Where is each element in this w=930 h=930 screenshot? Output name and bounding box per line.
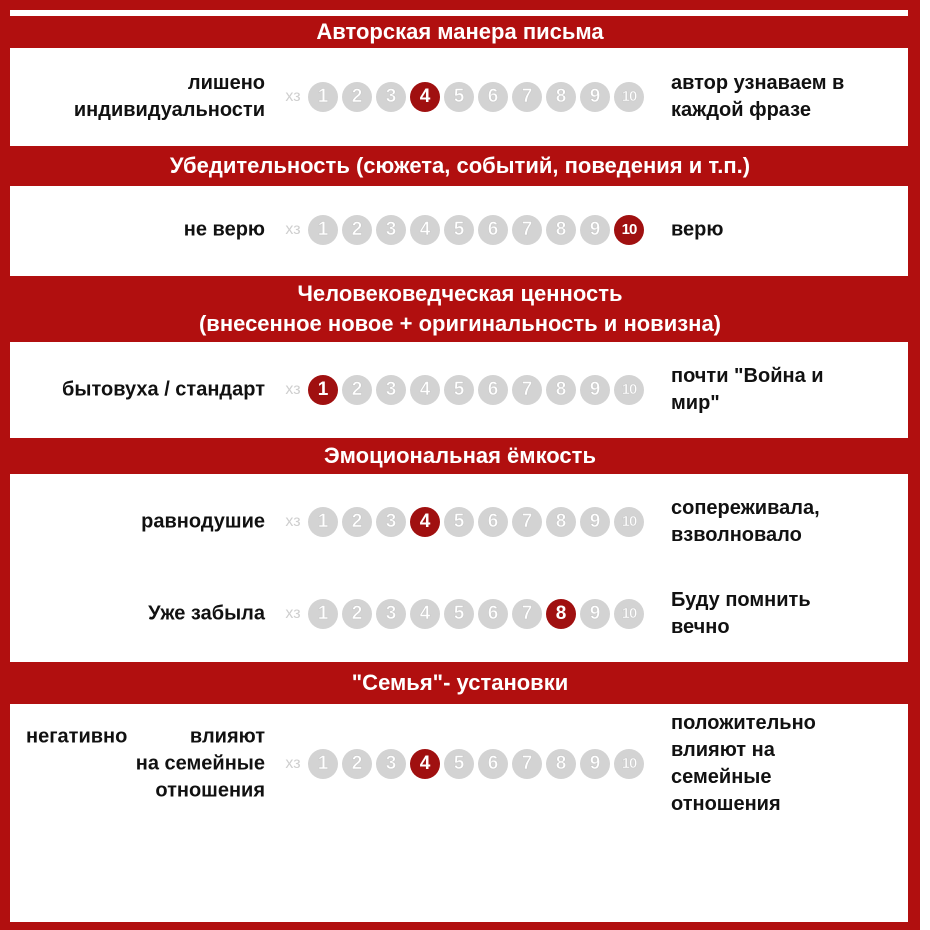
right-label-line: Буду помнить xyxy=(671,589,811,611)
rating-dot-9[interactable]: 9 xyxy=(580,749,610,779)
section-title-line: Авторская манера письма xyxy=(316,19,604,44)
rating-dot-7[interactable]: 7 xyxy=(512,507,542,537)
rating-dot-2[interactable]: 2 xyxy=(342,82,372,112)
rating-dot-9[interactable]: 9 xyxy=(580,507,610,537)
section-title-line: Эмоциональная ёмкость xyxy=(324,443,596,468)
right-label xyxy=(671,710,901,818)
rating-dot-1[interactable]: 1 xyxy=(308,599,338,629)
rating-dot-8[interactable]: 8 xyxy=(546,375,576,405)
left-label-line: бытовуха / стандарт xyxy=(62,378,265,401)
left-label-word: влияют xyxy=(189,725,265,748)
left-label-line: индивидуальности xyxy=(73,99,265,121)
left-label xyxy=(10,217,265,244)
left-label xyxy=(10,509,265,536)
rating-dot-6[interactable]: 6 xyxy=(478,507,508,537)
rating-dot-9[interactable]: 9 xyxy=(580,82,610,112)
left-label-line: Уже забыла xyxy=(148,602,265,625)
section-title-human-value xyxy=(0,276,920,342)
rating-dot-8[interactable]: 8 xyxy=(546,215,576,245)
right-label-line: отношения xyxy=(671,793,781,815)
left-label xyxy=(10,70,265,124)
rating-dot-7[interactable]: 7 xyxy=(512,82,542,112)
right-label xyxy=(671,217,901,244)
rating-dot-8[interactable]: 8 xyxy=(546,749,576,779)
rating-dot-4[interactable]: 4 xyxy=(410,375,440,405)
scale-row-human-value xyxy=(10,344,908,436)
xz-option[interactable]: хз xyxy=(285,605,301,622)
rating-dot-3[interactable]: 3 xyxy=(376,749,406,779)
right-label xyxy=(671,587,901,641)
xz-option[interactable]: хз xyxy=(285,88,301,105)
rating-dot-3[interactable]: 3 xyxy=(376,375,406,405)
section-title-line: (внесенное новое + оригинальность и новизна) xyxy=(198,311,722,336)
right-label-line: вечно xyxy=(671,616,730,638)
section-title-line: "Семья"- установки xyxy=(351,670,569,695)
scale-row-empathy xyxy=(10,476,908,568)
rating-dot-5[interactable]: 5 xyxy=(444,375,474,405)
scale-row-memorable xyxy=(10,568,908,660)
rating-dots xyxy=(308,215,644,245)
rating-dot-2[interactable]: 2 xyxy=(342,599,372,629)
rating-dot-10[interactable]: 10 xyxy=(614,599,644,629)
left-label-line: отношения xyxy=(155,779,265,802)
right-label-line: положительно xyxy=(671,712,816,734)
rating-dot-5[interactable]: 5 xyxy=(444,599,474,629)
rating-dot-4[interactable]: 4 xyxy=(410,507,440,537)
rating-dot-2[interactable]: 2 xyxy=(342,215,372,245)
right-label xyxy=(671,70,901,124)
section-title-emotional xyxy=(0,438,920,474)
rating-dot-7[interactable]: 7 xyxy=(512,375,542,405)
rating-dot-10[interactable]: 10 xyxy=(614,82,644,112)
rating-dot-4[interactable]: 4 xyxy=(410,82,440,112)
rating-dot-3[interactable]: 3 xyxy=(376,507,406,537)
rating-dot-7[interactable]: 7 xyxy=(512,215,542,245)
right-label xyxy=(671,363,901,417)
xz-option[interactable]: хз xyxy=(285,381,301,398)
left-label-line: лишено xyxy=(187,72,265,94)
section-title-line: Человековедческая ценность xyxy=(297,281,623,306)
rating-dot-2[interactable]: 2 xyxy=(342,507,372,537)
left-label-line: равнодушие xyxy=(141,510,265,533)
right-label-line: почти "Война и xyxy=(671,365,824,387)
left-label xyxy=(26,724,265,805)
left-label xyxy=(10,377,265,404)
section-title-author-style xyxy=(0,16,920,48)
section-title-credibility xyxy=(0,146,920,186)
rating-dot-1[interactable]: 1 xyxy=(308,375,338,405)
rating-dot-3[interactable]: 3 xyxy=(376,82,406,112)
rating-dots xyxy=(308,507,644,537)
right-label-line: взволновало xyxy=(671,524,802,546)
left-label-word: негативно xyxy=(26,725,128,748)
rating-dot-1[interactable]: 1 xyxy=(308,749,338,779)
right-label-line: сопереживала, xyxy=(671,497,820,519)
xz-option[interactable]: хз xyxy=(285,755,301,772)
xz-option[interactable]: хз xyxy=(285,221,301,238)
rating-dot-7[interactable]: 7 xyxy=(512,599,542,629)
rating-dots xyxy=(308,599,644,629)
rating-dot-8[interactable]: 8 xyxy=(546,82,576,112)
rating-dot-10[interactable]: 10 xyxy=(614,749,644,779)
scale-row-credibility xyxy=(10,186,908,274)
rating-dot-6[interactable]: 6 xyxy=(478,749,508,779)
left-label-line: не верю xyxy=(183,218,265,241)
section-title-line: Убедительность (сюжета, событий, поведения и т.п.) xyxy=(169,153,751,178)
right-label-line: семейные xyxy=(671,766,772,788)
rating-dots xyxy=(308,82,644,112)
rating-dot-8[interactable]: 8 xyxy=(546,507,576,537)
right-label xyxy=(671,495,901,549)
rating-dot-10[interactable]: 10 xyxy=(614,375,644,405)
rating-dot-4[interactable]: 4 xyxy=(410,599,440,629)
rating-dot-9[interactable]: 9 xyxy=(580,215,610,245)
rating-dots xyxy=(308,749,644,779)
right-label-line: каждой фразе xyxy=(671,99,811,121)
rating-dot-1[interactable]: 1 xyxy=(308,507,338,537)
rating-dot-5[interactable]: 5 xyxy=(444,507,474,537)
rating-dot-1[interactable]: 1 xyxy=(308,215,338,245)
rating-dot-10[interactable]: 10 xyxy=(614,215,644,245)
rating-dot-8[interactable]: 8 xyxy=(546,599,576,629)
rating-dot-5[interactable]: 5 xyxy=(444,749,474,779)
right-label-line: влияют на xyxy=(671,739,775,761)
left-label xyxy=(10,601,265,628)
rating-dot-5[interactable]: 5 xyxy=(444,82,474,112)
rating-dot-6[interactable]: 6 xyxy=(478,215,508,245)
rating-dot-3[interactable]: 3 xyxy=(376,599,406,629)
rating-dot-5[interactable]: 5 xyxy=(444,215,474,245)
rating-dot-9[interactable]: 9 xyxy=(580,375,610,405)
right-label-line: верю xyxy=(671,218,724,241)
rating-dot-6[interactable]: 6 xyxy=(478,82,508,112)
xz-option[interactable]: хз xyxy=(285,513,301,530)
scale-row-author-style xyxy=(10,50,908,144)
rating-dot-3[interactable]: 3 xyxy=(376,215,406,245)
rating-dot-6[interactable]: 6 xyxy=(478,599,508,629)
left-label-line: на семейные xyxy=(135,752,265,775)
rating-dot-4[interactable]: 4 xyxy=(410,215,440,245)
right-label-line: автор узнаваем в xyxy=(671,72,845,94)
rating-dots xyxy=(308,375,644,405)
rating-dot-6[interactable]: 6 xyxy=(478,375,508,405)
left-label-line xyxy=(26,724,265,751)
right-label-line: мир" xyxy=(671,392,720,414)
rating-dot-9[interactable]: 9 xyxy=(580,599,610,629)
rating-dot-10[interactable]: 10 xyxy=(614,507,644,537)
rating-dot-2[interactable]: 2 xyxy=(342,749,372,779)
rating-dot-2[interactable]: 2 xyxy=(342,375,372,405)
rating-dot-1[interactable]: 1 xyxy=(308,82,338,112)
rating-dot-4[interactable]: 4 xyxy=(410,749,440,779)
rating-dot-7[interactable]: 7 xyxy=(512,749,542,779)
section-title-family xyxy=(0,662,920,704)
scale-row-family xyxy=(10,706,908,822)
